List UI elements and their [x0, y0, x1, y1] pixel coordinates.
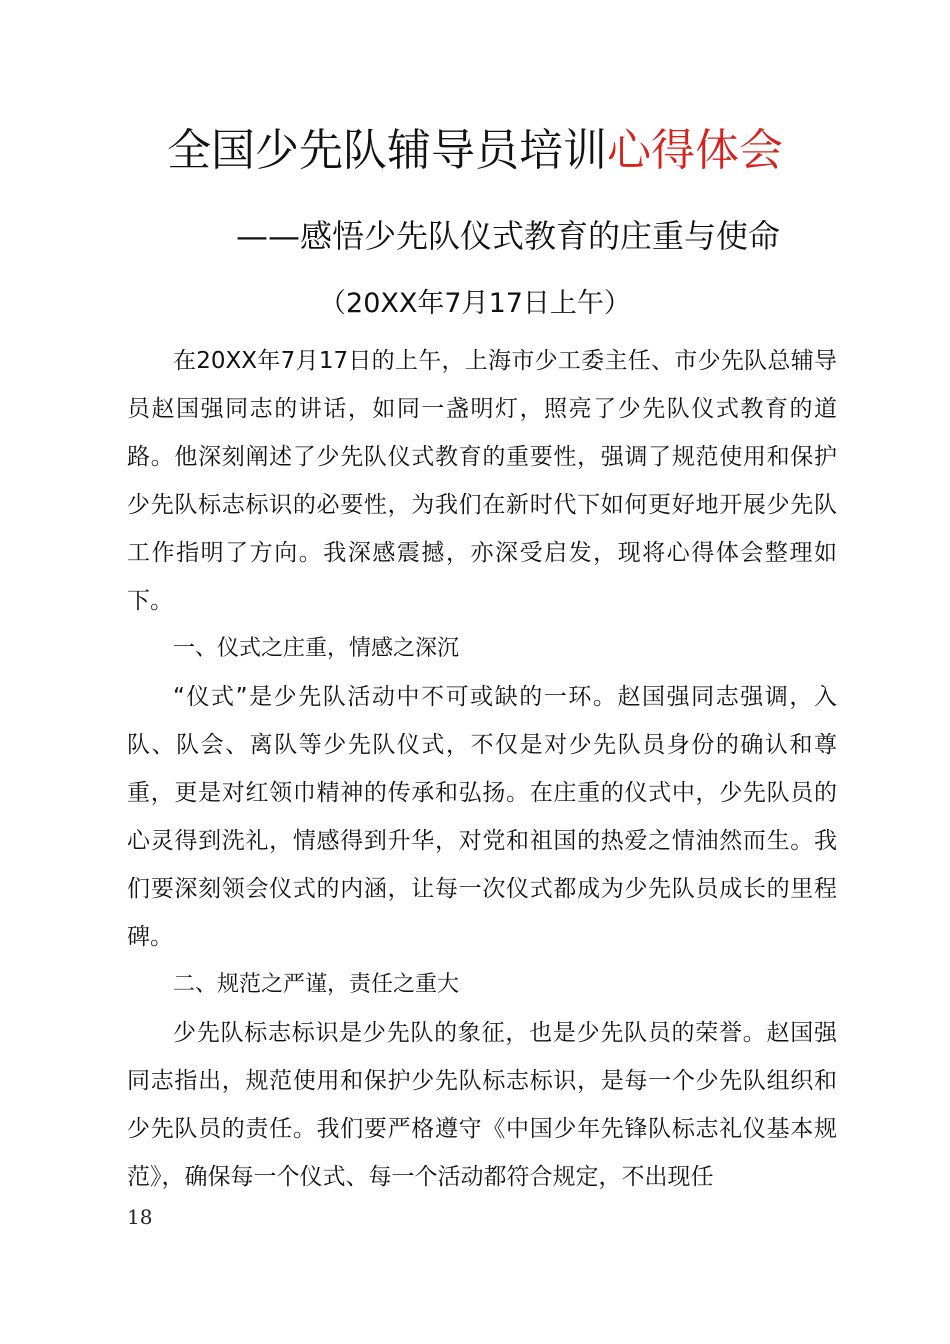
title-main-text: 全国少先队辅导员培训 [167, 125, 607, 176]
document-title [0, 122, 950, 180]
section-heading-1: 一、仪式之庄重，情感之深沉 [173, 636, 460, 661]
section-heading-2: 二、规范之严谨，责任之重大 [173, 972, 460, 997]
section-paragraph-2: 少先队标志标识是少先队的象征，也是少先队员的荣誉。赵国强同志指出，规范使用和保护少先队标志标识，是每一个少先队组织和少先队员的责任。我们要严格遵守《中国少年先锋队标志礼仪基本规范》，确保每一个仪式、每一个活动都符合规定，不出现任 [127, 1020, 837, 1190]
document-body [127, 337, 837, 1201]
title-highlight-text: 心得体会 [607, 125, 783, 176]
page-number: 18 [127, 1205, 153, 1229]
date-line: （20XX年7月17日上午） [319, 288, 631, 319]
section-paragraph-1: “仪式”是少先队活动中不可或缺的一环。赵国强同志强调，入队、队会、离队等少先队仪式，不仅是对少先队员身份的确认和尊重，更是对红领巾精神的传承和弘扬。在庄重的仪式中，少先队员的心灵得到洗礼，情感得到升华，对党和祖国的热爱之情油然而生。我们要深刻领会仪式的内涵，让每一次仪式都成为少先队员成长的里程碑。 [127, 684, 837, 950]
intro-paragraph: 在20XX年7月17日的上午，上海市少工委主任、市少先队总辅导员赵国强同志的讲话，如同一盏明灯，照亮了少先队仪式教育的道路。他深刻阐述了少先队仪式教育的重要性，强调了规范使用和保护少先队标志标识的必要性，为我们在新时代下如何更好地开展少先队工作指明了方向。我深感震撼，亦深受启发，现将心得体会整理如下。 [127, 348, 837, 614]
document-subtitle: ——感悟少先队仪式教育的庄重与使命 [236, 217, 781, 255]
